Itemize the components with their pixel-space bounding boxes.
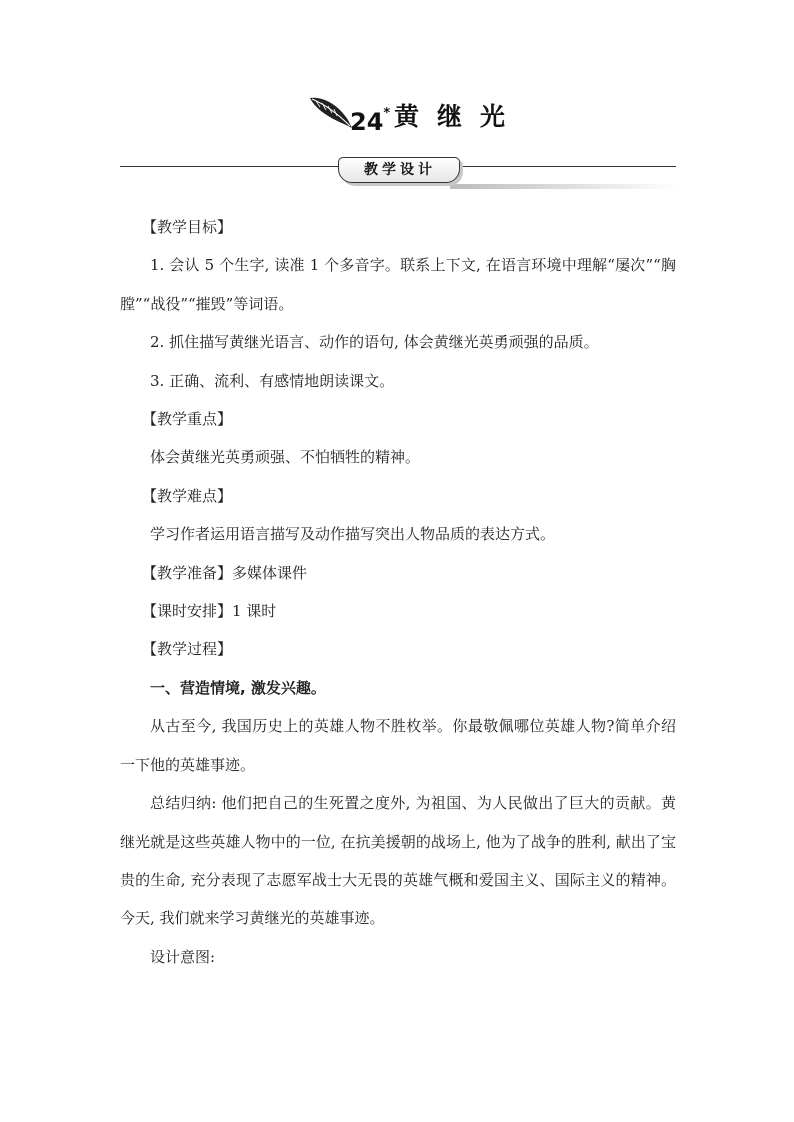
step-1-paragraph-1: 从古至今, 我国历史上的英雄人物不胜枚举。你最敬佩哪位英雄人物?简单介绍一下他的英雄事迹。 <box>120 717 676 774</box>
design-intent-label: 设计意图: <box>150 947 216 966</box>
section-banner <box>120 156 676 192</box>
banner-tab <box>338 157 460 183</box>
objective-1: 1. 会认 5 个生字, 读准 1 个多音字。联系上下文, 在语言环境中理解“屡次”“胸膛”“战役”“摧毁”等词语。 <box>120 256 676 313</box>
objective-3: 3. 正确、流利、有感情地朗读课文。 <box>150 371 395 390</box>
title-row <box>0 92 794 142</box>
process-heading: 【教学过程】 <box>142 640 233 659</box>
lesson-title: 黄继光 <box>394 102 524 131</box>
objective-2: 2. 抓住描写黄继光语言、动作的语句, 体会黄继光英勇顽强的品质。 <box>150 333 599 352</box>
step-1-heading: 一、营造情境, 激发兴趣。 <box>150 678 326 697</box>
key-points-heading: 【教学重点】 <box>142 410 233 429</box>
lesson-number: 24* <box>350 106 391 136</box>
objectives-heading: 【教学目标】 <box>142 218 233 236</box>
preparation-line: 【教学准备】多媒体课件 <box>142 563 308 582</box>
schedule-line: 【课时安排】1 课时 <box>142 602 277 621</box>
document-body <box>120 208 676 976</box>
feather-quill-icon <box>308 94 354 130</box>
lesson-mark: * <box>383 106 391 121</box>
step-1-paragraph-2: 总结归纳: 他们把自己的生死置之度外, 为祖国、为人民做出了巨大的贡献。黄继光就是这些英雄人物中的一位, 在抗美援朝的战场上, 他为了战争的胜利, 献出了宝贵的生命, 充分表现了志愿军战士大无畏的英雄气概和爱国主义、国际主义的精神。今天, 我们就来学习黄继光的英雄事迹。 <box>120 794 676 928</box>
banner-shadow <box>450 184 680 189</box>
difficulties-text: 学习作者运用语言描写及动作描写突出人物品质的表达方式。 <box>150 525 556 544</box>
key-points-text: 体会黄继光英勇顽强、不怕牺牲的精神。 <box>150 448 421 467</box>
difficulties-heading: 【教学难点】 <box>142 486 233 505</box>
banner-label: 教学设计 <box>364 162 436 178</box>
